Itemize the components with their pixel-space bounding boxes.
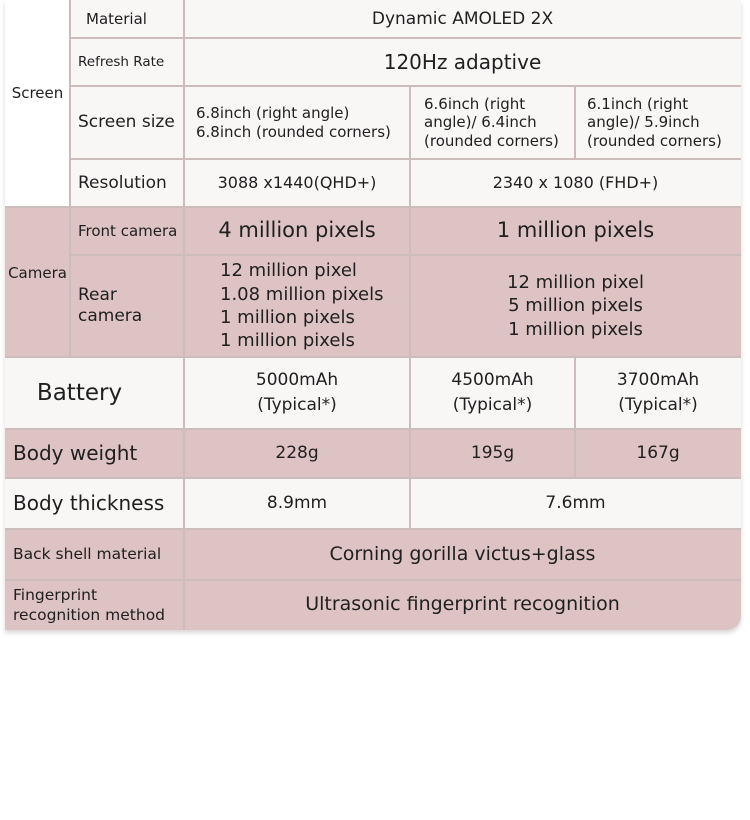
body-thickness-v1: 8.9mm [266, 493, 328, 514]
rear-camera-v1: 12 million pixel 1.08 million pixels 1 million pixels 1 million pixels [220, 260, 384, 352]
battery-v2-cell [410, 357, 575, 429]
grid-line [5, 579, 741, 581]
body-weight-v1-cell [184, 429, 410, 478]
screen-size-label-cell [70, 86, 184, 159]
back-shell-label-cell [5, 529, 184, 580]
battery-v1-cell [184, 357, 410, 429]
resolution-v2-cell [410, 159, 741, 207]
refresh-rate-value: 120Hz adaptive [383, 49, 542, 74]
body-thickness-v2: 7.6mm [545, 493, 606, 514]
back-shell-value-cell [184, 529, 741, 580]
fingerprint-value-cell [184, 580, 741, 630]
grid-line [70, 85, 741, 87]
grid-line [574, 86, 576, 159]
resolution-v1-cell [184, 159, 410, 207]
material-value: Dynamic AMOLED 2X [371, 8, 554, 29]
grid-line [5, 356, 741, 358]
front-camera-label-cell [70, 207, 184, 255]
resolution-v2: 2340 x 1080 (FHD+) [492, 173, 659, 193]
group-camera-label: Camera [8, 263, 67, 282]
grid-line [5, 477, 741, 479]
battery-v2: 4500mAh (Typical*) [451, 370, 534, 415]
front-camera-v1-cell [184, 207, 410, 255]
refresh-rate-label-cell [70, 38, 184, 86]
screen-size-label: Screen size [78, 112, 175, 133]
back-shell-value: Corning gorilla victus+glass [329, 542, 596, 565]
screen-size-v3: 6.1inch (right angle)/ 5.9inch (rounded corners) [587, 95, 722, 150]
screen-size-v2-cell [410, 86, 575, 159]
body-weight-v2: 195g [470, 443, 515, 464]
fingerprint-label: Fingerprint recognition method [13, 585, 166, 624]
front-camera-label: Front camera [78, 221, 178, 240]
refresh-rate-value-cell [184, 38, 741, 86]
battery-label: Battery [36, 379, 123, 406]
body-weight-v3-cell [575, 429, 741, 478]
front-camera-v1: 4 million pixels [218, 218, 376, 243]
body-thickness-label: Body thickness [13, 491, 165, 516]
screen-size-v2: 6.6inch (right angle)/ 6.4inch (rounded corners) [424, 95, 559, 150]
rear-camera-label: Rear camera [78, 285, 143, 326]
spec-comparison-table [5, 0, 741, 630]
grid-line [409, 86, 411, 530]
grid-line [5, 428, 741, 430]
grid-line [70, 254, 741, 256]
grid-line [70, 158, 741, 160]
body-thickness-v2-cell [410, 478, 741, 529]
refresh-rate-label: Refresh Rate [78, 53, 165, 70]
grid-line [183, 0, 185, 630]
body-thickness-v1-cell [184, 478, 410, 529]
material-label-cell [70, 0, 184, 38]
fingerprint-label-cell [5, 580, 184, 630]
screen-size-v3-cell [575, 86, 741, 159]
screen-size-v1: 6.8inch (right angle) 6.8inch (rounded corners) [196, 104, 391, 141]
material-value-cell [184, 0, 741, 38]
battery-v3: 3700mAh (Typical*) [616, 370, 700, 415]
body-weight-v1: 228g [275, 443, 319, 464]
body-weight-v3: 167g [636, 443, 680, 464]
rear-camera-v2-cell [410, 255, 741, 357]
body-thickness-label-cell [5, 478, 184, 529]
body-weight-v2-cell [410, 429, 575, 478]
battery-v1: 5000mAh (Typical*) [255, 370, 339, 415]
resolution-v1: 3088 x1440(QHD+) [217, 173, 377, 193]
front-camera-v2: 1 million pixels [496, 218, 655, 243]
resolution-label-cell [70, 159, 184, 207]
body-weight-label-cell [5, 429, 184, 478]
body-weight-label: Body weight [13, 441, 138, 466]
front-camera-v2-cell [410, 207, 741, 255]
rear-camera-v1-cell [184, 255, 410, 357]
battery-v3-cell [575, 357, 741, 429]
battery-label-cell [5, 357, 184, 429]
grid-line [69, 0, 71, 357]
resolution-label: Resolution [78, 172, 167, 193]
rear-camera-v2: 12 million pixel 5 million pixels 1 million pixels [507, 271, 644, 340]
fingerprint-value: Ultrasonic fingerprint recognition [305, 593, 620, 616]
screen-size-v1-cell [184, 86, 410, 159]
grid-line [574, 357, 576, 478]
material-label: Material [86, 9, 147, 28]
grid-line [5, 206, 741, 208]
grid-line [70, 37, 741, 39]
grid-line [5, 528, 741, 530]
rear-camera-label-cell [70, 255, 184, 357]
group-screen-label: Screen [11, 84, 64, 102]
group-camera [5, 207, 70, 357]
back-shell-label: Back shell material [13, 545, 162, 564]
group-screen [5, 0, 70, 207]
